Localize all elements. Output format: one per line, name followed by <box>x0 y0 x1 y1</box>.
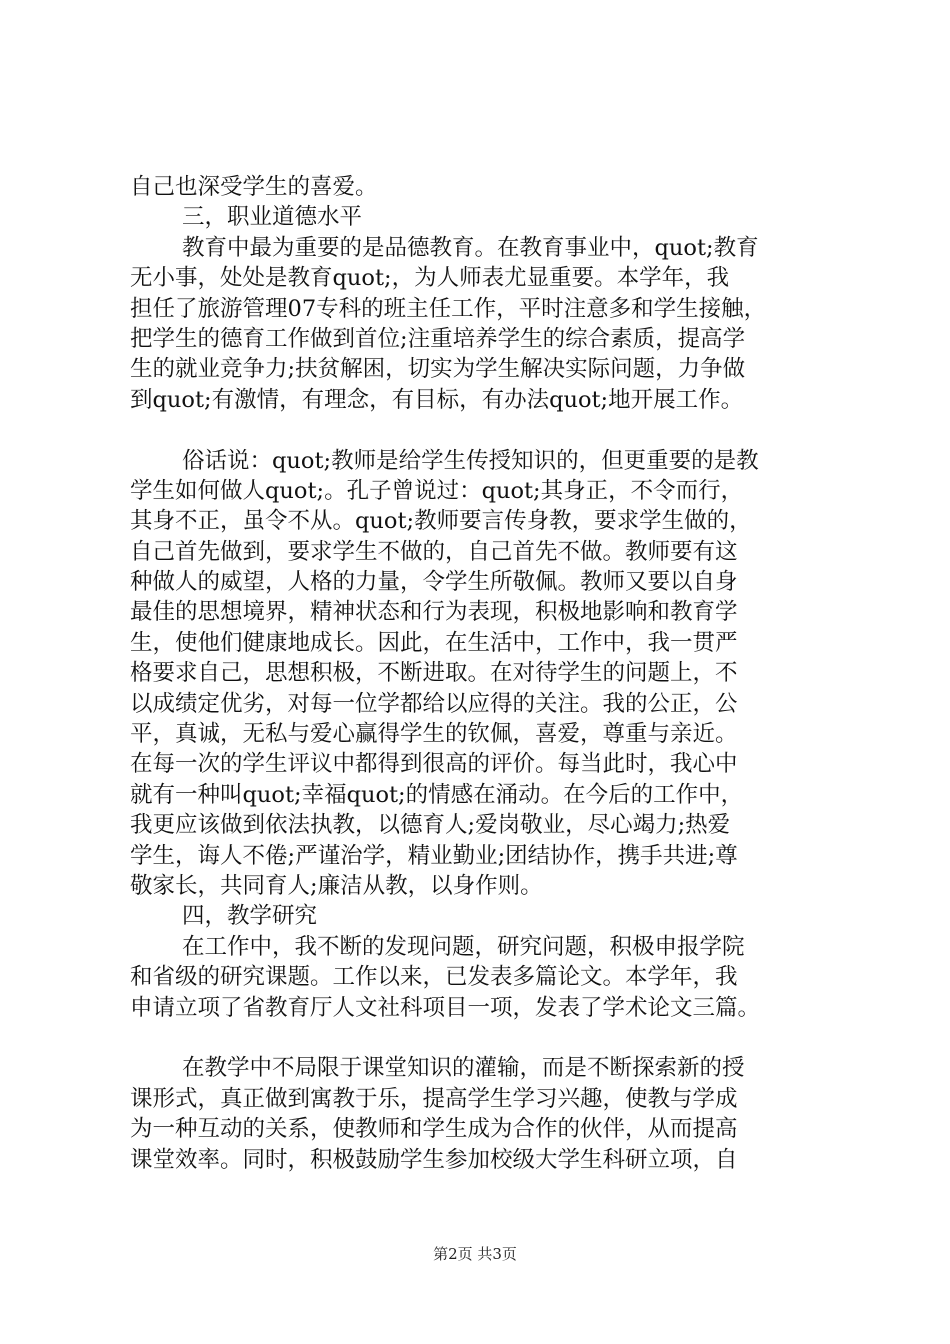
section-heading <box>130 901 830 931</box>
text-line: 学生，诲人不倦;严谨治学，精业勤业;团结协作，携手共进;尊 <box>130 842 738 869</box>
text-line: 我更应该做到依法执教，以德育人;爱岗敬业，尽心竭力;热爱 <box>130 812 731 839</box>
text-line: 把学生的德育工作做到首位;注重培养学生的综合素质，提高学 <box>130 325 746 352</box>
text-line: 就有一种叫quot;幸福quot;的情感在涌动。在今后的工作中， <box>130 781 744 808</box>
text-line: 无小事，处处是教育quot;，为人师表尤显重要。本学年，我 <box>130 265 730 292</box>
text-line: 到quot;有激情，有理念，有目标，有办法quot;地开展工作。 <box>130 386 744 413</box>
text-line: 为一种互动的关系，使教师和学生成为合作的伙伴，从而提高 <box>130 1116 738 1143</box>
text-line: 自己也深受学生的喜爱。 <box>130 174 378 200</box>
paragraph <box>130 932 830 1023</box>
text-line: 种做人的威望，人格的力量，令学生所敬佩。教师又要以自身 <box>130 569 738 596</box>
section-heading <box>130 202 830 232</box>
text-line: 课堂效率。同时，积极鼓励学生参加校级大学生科研立项，自 <box>130 1146 738 1173</box>
text-line: 自己首先做到，要求学生不做的，自己首先不做。教师要有这 <box>130 538 738 565</box>
text-line: 教育中最为重要的是品德教育。在教育事业中，quot;教育 <box>182 234 759 261</box>
text-line: 和省级的研究课题。工作以来，已发表多篇论文。本学年，我 <box>130 964 738 991</box>
text-line: 申请立项了省教育厅人文社科项目一项，发表了学术论文三篇。 <box>130 994 761 1021</box>
text-line: 担任了旅游管理07专科的班主任工作，平时注意多和学生接触， <box>130 295 767 322</box>
page-footer: 第2页 共3页 <box>433 1245 517 1263</box>
paragraph <box>130 233 830 415</box>
paragraph-gap <box>130 1023 830 1053</box>
paragraph-gap <box>130 415 830 445</box>
text-line: 在每一次的学生评议中都得到很高的评价。每当此时，我心中 <box>130 751 738 778</box>
text-line: 课形式，真正做到寓教于乐，提高学生学习兴趣，使教与学成 <box>130 1085 738 1112</box>
text-line: 最佳的思想境界，精神状态和行为表现，积极地影响和教育学 <box>130 599 738 626</box>
text-line: 在教学中不局限于课堂知识的灌输，而是不断探索新的授 <box>182 1055 745 1082</box>
paragraph <box>130 172 830 202</box>
text-line: 格要求自己，思想积极，不断进取。在对待学生的问题上，不 <box>130 660 738 687</box>
text-line: 敬家长，共同育人;廉洁从教，以身作则。 <box>130 872 543 899</box>
text-line: 在工作中，我不断的发现问题，研究问题，积极申报学院 <box>182 933 745 960</box>
text-line: 以成绩定优劣，对每一位学都给以应得的关注。我的公正，公 <box>130 690 738 717</box>
paragraph <box>130 446 830 902</box>
text-line: 学生如何做人quot;。孔子曾说过：quot;其身正，不令而行， <box>130 477 744 504</box>
text-line: 生，使他们健康地成长。因此，在生活中，工作中，我一贯严 <box>130 629 738 656</box>
text-line: 四，教学研究 <box>182 903 318 930</box>
text-line: 三，职业道德水平 <box>182 204 363 231</box>
document-body <box>130 172 830 1175</box>
text-line: 其身不正，虽令不从。quot;教师要言传身教，要求学生做的， <box>130 508 752 535</box>
text-line: 生的就业竞争力;扶贫解困，切实为学生解决实际问题，力争做 <box>130 356 746 383</box>
text-line: 平，真诚，无私与爱心赢得学生的钦佩，喜爱，尊重与亲近。 <box>130 721 738 748</box>
text-line: 俗话说：quot;教师是给学生传授知识的，但更重要的是教 <box>182 447 759 474</box>
paragraph <box>130 1053 830 1175</box>
